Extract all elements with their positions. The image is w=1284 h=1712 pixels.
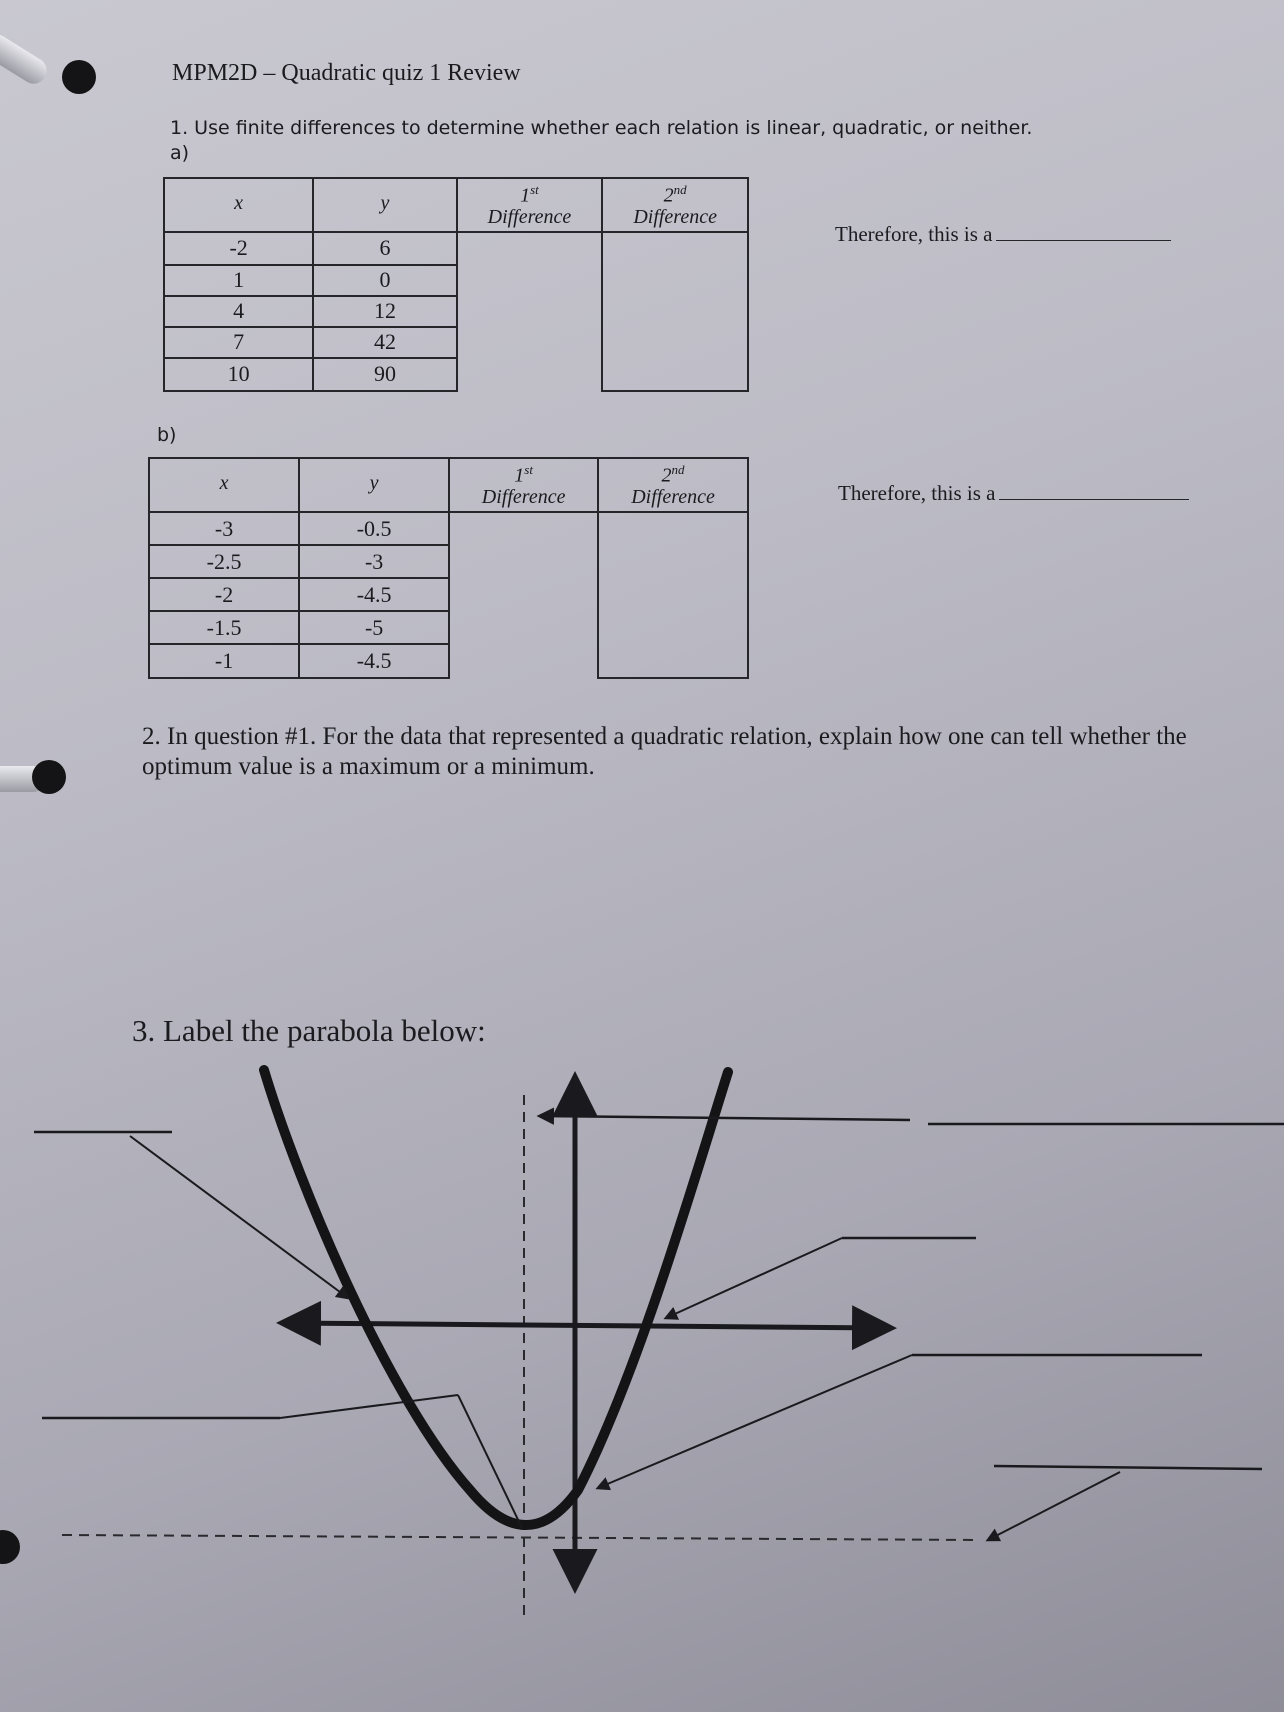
parabola-label-blank-1[interactable] — [34, 1100, 172, 1130]
question-3-prompt: 3. Label the parabola below: — [132, 1013, 486, 1048]
header-second-difference: 2nd Difference — [602, 178, 748, 232]
part-b-conclusion: Therefore, this is a — [838, 481, 1189, 506]
x-cell: 4 — [164, 296, 313, 327]
header-second-difference: 2nd Difference — [598, 458, 748, 512]
question-1-prompt: 1. Use finite differences to determine whether each relation is linear, quadratic, or neither. — [170, 117, 1033, 139]
header-y: y — [299, 458, 449, 512]
y-cell: -3 — [299, 545, 449, 578]
parabola-label-blank-5[interactable] — [912, 1323, 1202, 1353]
y-cell: -4.5 — [299, 578, 449, 611]
parabola-label-blank-2[interactable] — [42, 1386, 272, 1416]
header-x: x — [164, 178, 313, 232]
x-cell: 7 — [164, 327, 313, 358]
x-cell: -1.5 — [149, 611, 299, 644]
y-cell: 42 — [313, 327, 456, 358]
label-pointer-4 — [666, 1238, 976, 1318]
parabola-curve — [264, 1070, 728, 1525]
parabola-label-blank-4[interactable] — [842, 1206, 976, 1236]
label-pointer-6 — [988, 1466, 1262, 1540]
x-cell: -2 — [149, 578, 299, 611]
y-cell: 90 — [313, 358, 456, 391]
y-cell: 0 — [313, 265, 456, 296]
x-cell: -1 — [149, 644, 299, 678]
x-cell: -2.5 — [149, 545, 299, 578]
label-pointer-1 — [34, 1132, 348, 1298]
y-cell: -0.5 — [299, 512, 449, 545]
x-cell: 1 — [164, 265, 313, 296]
y-cell: -5 — [299, 611, 449, 644]
x-cell: -3 — [149, 512, 299, 545]
header-x: x — [149, 458, 299, 512]
parabola-label-blank-3[interactable] — [930, 1092, 1270, 1122]
part-a-label: a) — [170, 142, 190, 164]
x-cell: 10 — [164, 358, 313, 391]
y-cell: 12 — [313, 296, 456, 327]
parabola-label-blank-6[interactable] — [994, 1434, 1262, 1464]
header-first-difference: 1st Difference — [449, 458, 598, 512]
y-cell: 6 — [313, 232, 456, 265]
header-first-difference: 1st Difference — [457, 178, 603, 232]
optimum-value-dashed-line — [62, 1535, 980, 1540]
y-cell: -4.5 — [299, 644, 449, 678]
header-y: y — [313, 178, 456, 232]
x-cell: -2 — [164, 232, 313, 265]
x-axis — [285, 1323, 888, 1328]
part-b-label: b) — [157, 424, 177, 446]
page-title: MPM2D – Quadratic quiz 1 Review — [172, 60, 521, 86]
question-2-prompt: 2. In question #1. For the data that represented a quadratic relation, explain how one can tell whether the optimum value is a maximum or a minimum. — [142, 723, 1187, 780]
part-a-conclusion: Therefore, this is a — [835, 222, 1171, 247]
